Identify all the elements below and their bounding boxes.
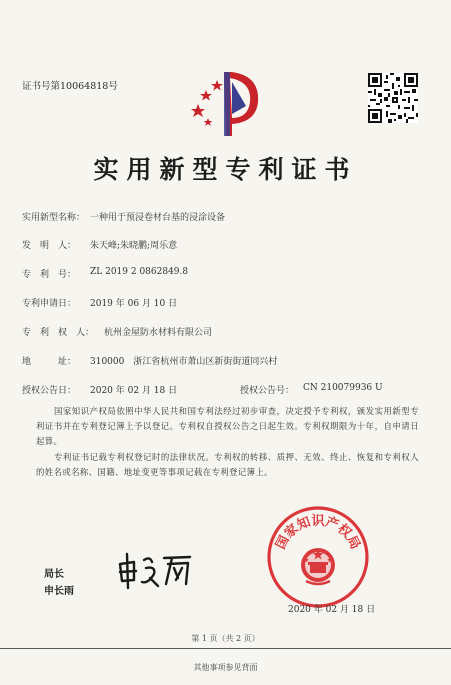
field-label-address: 地 址： xyxy=(22,357,77,367)
back-note: 其他事项参见背面 xyxy=(193,663,258,672)
footer-divider xyxy=(0,648,451,649)
field-value-inventor: 朱天峰;朱晓鹏;周乐意 xyxy=(90,241,178,251)
grant-paragraph: 国家知识产权局依照中华人民共和国专利法经过初步审查，决定授予专利权，颁发实用新型专利证书并在专利登记簿上予以登记。专利权自授权公告之日起生效。专利权期限为十年，自申请日起算。 xyxy=(36,406,419,446)
field-value-patentee: 杭州金屋防水材料有限公司 xyxy=(104,328,213,338)
official-seal-icon xyxy=(266,505,370,609)
grant-pub-value: CN 210079936 U xyxy=(303,383,383,393)
certificate-number: 证书号第10064818号 xyxy=(22,81,118,92)
legal-status-paragraph: 专利证书记载专利权登记时的法律状况。专利权的转移、质押、无效、终止、恢复和专利权人的姓名或名称、国籍、地址变更等事项记载在专利登记簿上。 xyxy=(36,452,419,477)
field-label-patent-number: 专 利 号： xyxy=(22,270,77,280)
grant-date-label: 授权公告日： xyxy=(22,386,77,396)
director-title: 局长 xyxy=(44,569,64,580)
handwritten-signature-icon xyxy=(116,550,194,590)
seal-text: 国家知识产权局 xyxy=(273,514,363,552)
qr-code-icon xyxy=(368,73,418,123)
grant-pub-label: 授权公告号： xyxy=(240,386,295,396)
cnipa-logo-icon xyxy=(190,66,265,138)
seal-date: 2020 年 02 月 18 日 xyxy=(288,605,376,615)
field-value-application-date: 2019 年 06 月 10 日 xyxy=(90,299,178,309)
page-indicator: 第 1 页（共 2 页） xyxy=(191,634,260,643)
grant-date-value: 2020 年 02 月 18 日 xyxy=(90,386,178,396)
field-label-application-date: 专利申请日： xyxy=(22,299,77,309)
field-value-address: 310000 浙江省杭州市萧山区新街街道同兴村 xyxy=(90,357,278,367)
field-label-utility-name: 实用新型名称： xyxy=(22,213,86,223)
certificate-title: 实用新型专利证书 xyxy=(93,155,358,184)
field-value-utility-name: 一种用于预浸卷材台基的浸涂设备 xyxy=(90,213,226,223)
field-label-inventor: 发 明 人： xyxy=(22,241,77,251)
field-value-patent-number: ZL 2019 2 0862849.8 xyxy=(90,267,189,277)
field-label-patentee: 专 利 权 人： xyxy=(22,328,95,338)
director-name: 申长雨 xyxy=(44,586,74,597)
